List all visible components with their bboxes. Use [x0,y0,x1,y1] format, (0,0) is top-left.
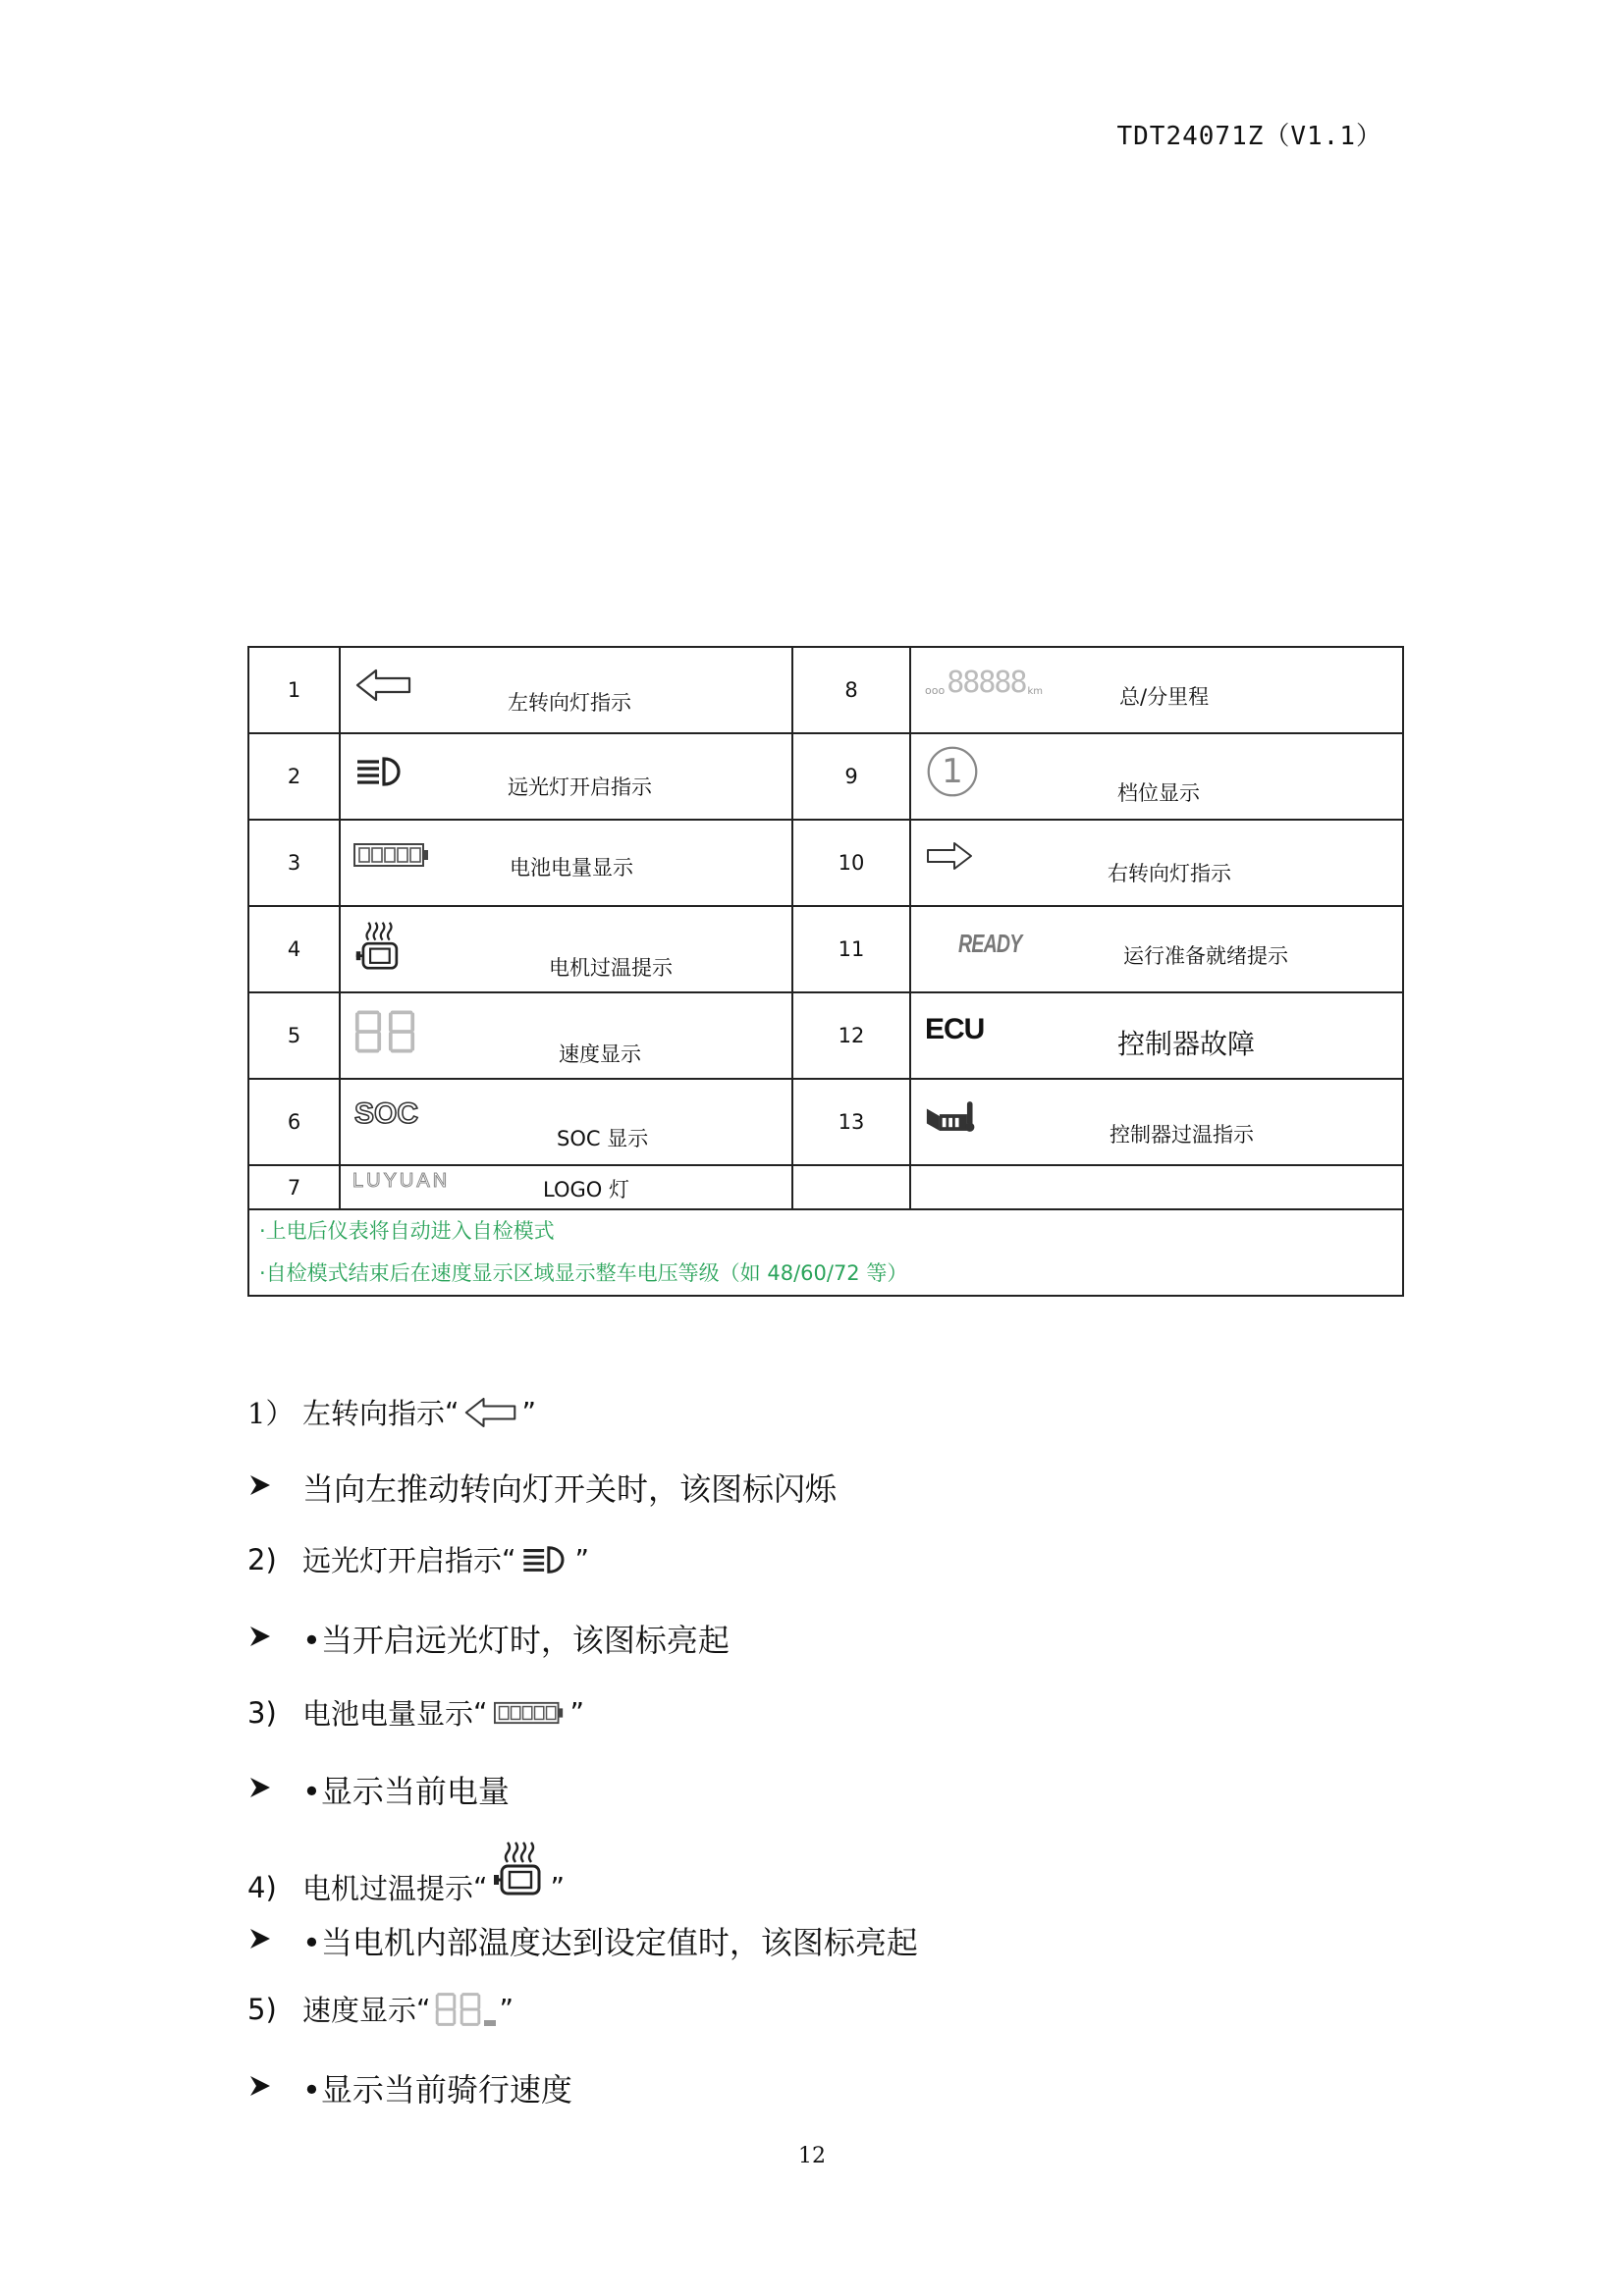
note-voltage-level: ·自检模式结束后在速度显示区域显示整车电压等级（如 48/60/72 等） [259,1261,908,1285]
ecu-icon: ECU [925,1013,985,1045]
list-marker: 1） [247,1397,295,1430]
row-number: 12 [792,992,910,1079]
row-number: 8 [792,647,910,733]
table-row [248,820,1403,906]
indicator-cell [910,733,1403,820]
ready-icon: READY [958,929,1022,958]
list-heading-text: 速度显示 [302,1994,417,2027]
row-number: 13 [792,1079,910,1165]
list-item-text: •当电机内部温度达到设定值时，该图标亮起 [302,1924,918,1961]
indicator-cell [340,1165,792,1209]
indicator-cell [340,820,792,906]
quote-close: ” [499,1993,514,2025]
odometer-digits-icon: ooo 88888 km [925,666,1044,700]
motor-overheat-icon [354,919,404,972]
list-marker: 3) [247,1695,277,1730]
list-heading [247,1539,589,1579]
list-item [247,1616,730,1661]
quote-open: “ [473,1871,488,1903]
indicator-cell [340,992,792,1079]
list-item-text: •显示当前电量 [302,1773,510,1810]
list-item [247,1918,918,1963]
indicator-label: 控制器故障 [1117,1028,1256,1060]
list-item [247,1767,510,1812]
speed-digits-icon [354,1009,415,1054]
battery-icon [352,842,431,868]
indicator-cell [340,1079,792,1165]
indicator-table [247,646,1404,1297]
bullet-arrow-icon [247,2073,302,2103]
high-beam-icon [520,1543,571,1576]
table-row [248,906,1403,992]
indicator-cell [910,820,1403,906]
indicator-label: 控制器过温指示 [1110,1123,1254,1147]
indicator-label: SOC 显示 [557,1127,649,1150]
bullet-arrow-icon [247,1926,302,1955]
soc-icon: SOC [354,1097,419,1130]
row-number: 2 [248,733,340,820]
indicator-label: 运行准备就绪提示 [1123,944,1288,968]
indicator-cell [910,647,1403,733]
quote-close: ” [550,1871,566,1903]
row-number: 3 [248,820,340,906]
list-heading [247,1828,565,1907]
list-heading [247,1989,514,2029]
indicator-label: 左转向灯指示 [508,691,631,715]
table-row [248,733,1403,820]
high-beam-icon [354,754,407,789]
indicator-cell [910,906,1403,992]
list-marker: 2) [247,1542,277,1576]
table-row [248,1079,1403,1165]
list-item [247,1465,837,1510]
indicator-label: 右转向灯指示 [1108,862,1231,885]
bullet-arrow-icon [247,1775,302,1804]
page-number: 12 [798,2144,826,2168]
indicator-label: 总/分里程 [1119,685,1210,709]
list-heading-text: 左转向指示 [302,1397,446,1430]
quote-close: ” [521,1396,537,1428]
quote-open: “ [416,1993,431,2025]
table-row [248,1165,1403,1209]
indicator-label: 电机过温提示 [549,956,673,980]
luyuan-logo-icon: LUYUAN [352,1170,451,1192]
list-item-text: •显示当前骑行速度 [302,2071,572,2109]
battery-icon [492,1701,567,1725]
left-arrow-icon [463,1396,518,1429]
indicator-cell [340,906,792,992]
row-number: 11 [792,906,910,992]
controller-overheat-icon [925,1095,980,1137]
bullet-arrow-icon [247,1624,302,1653]
quote-close: ” [574,1543,590,1575]
bullet-arrow-icon [247,1472,302,1502]
motor-overheat-icon [492,1839,547,1897]
list-marker: 5) [247,1992,277,2026]
list-heading [247,1692,584,1733]
indicator-label: 速度显示 [559,1042,641,1066]
quote-open: “ [473,1696,488,1729]
indicator-cell [340,733,792,820]
row-number: 7 [248,1165,340,1209]
list-heading-text: 电机过温提示 [302,1872,474,1905]
indicator-label: LOGO 灯 [543,1178,629,1201]
list-marker: 4) [247,1870,277,1904]
indicator-cell [910,992,1403,1079]
row-number: 6 [248,1079,340,1165]
list-item [247,2065,572,2110]
row-number: 9 [792,733,910,820]
row-number [792,1165,910,1209]
list-item-text: 当向左推动转向灯开关时，该图标闪烁 [302,1470,838,1508]
table-row [248,647,1403,733]
row-number: 1 [248,647,340,733]
indicator-label: 远光灯开启指示 [508,775,652,799]
speed-digits-icon [435,1992,496,2027]
document-code: TDT24071Z（V1.1） [1116,122,1382,151]
gear-circle-icon: 1 [925,744,980,799]
quote-open: “ [445,1396,460,1428]
list-heading-text: 电池电量显示 [302,1697,474,1731]
indicator-cell [910,1079,1403,1165]
row-number: 10 [792,820,910,906]
left-arrow-icon [354,667,413,703]
table-row [248,992,1403,1079]
notes-row [248,1209,1403,1296]
list-item-text: •当开启远光灯时，该图标亮起 [302,1622,730,1659]
quote-close: ” [569,1696,585,1729]
indicator-cell [340,647,792,733]
note-self-check: ·上电后仪表将自动进入自检模式 [259,1219,555,1243]
quote-open: “ [502,1543,516,1575]
list-heading-text: 远光灯开启指示 [302,1544,503,1577]
list-heading [247,1392,536,1432]
row-number: 5 [248,992,340,1079]
indicator-label: 档位显示 [1117,781,1200,805]
right-arrow-icon [925,840,974,872]
indicator-cell [910,1165,1403,1209]
indicator-label: 电池电量显示 [510,856,633,880]
row-number: 4 [248,906,340,992]
